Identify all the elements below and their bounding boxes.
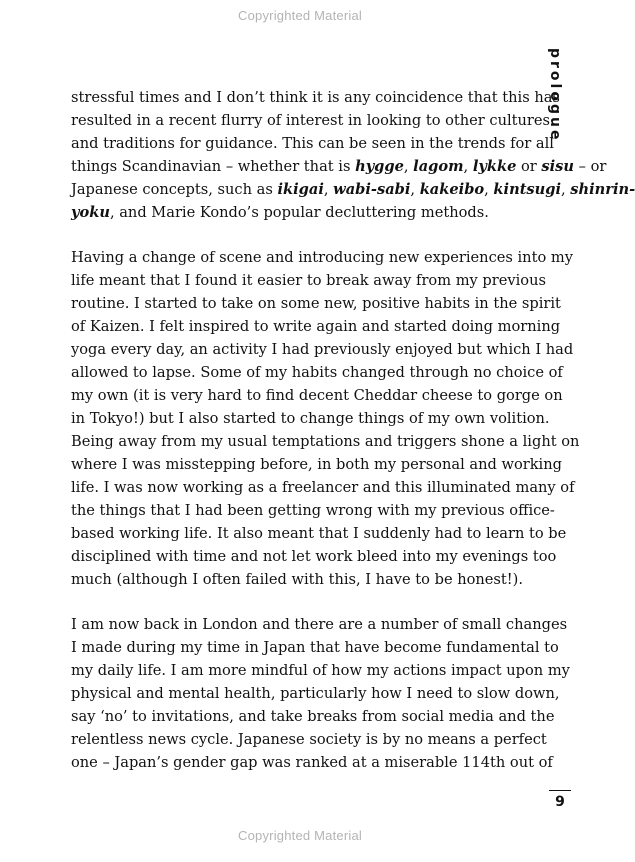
text-line: relentless news cycle. Japanese society is by no means a perfect [71,731,547,748]
paragraph [71,613,570,774]
text-line: my own (it is very hard to find decent Cheddar cheese to gorge on [71,387,563,404]
text-line: I am now back in London and there are a number of small changes [71,616,568,633]
text-line: one – Japan’s gender gap was ranked at a miserable 114th out of [71,754,553,771]
text-line: Japanese concepts, such as ikigai, wabi-sabi, kakeibo, kintsugi, shinrin- [71,181,635,198]
text-line: life meant that I found it easier to break away from my previous [71,272,546,289]
text-line: allowed to lapse. Some of my habits changed through no choice of [71,364,563,381]
text-line: yoku, and Marie Kondo’s popular decluttering methods. [71,204,489,221]
text-line: of Kaizen. I felt inspired to write again and started doing morning [71,318,561,335]
text-line: say ‘no’ to invitations, and take breaks from social media and the [71,708,555,725]
paragraph [71,246,580,591]
watermark-bottom: Copyrighted Material [238,828,362,843]
text-line: my daily life. I am more mindful of how my actions impact upon my [71,662,570,679]
text-line: stressful times and I don’t think it is any coincidence that this has [71,89,560,106]
text-line: and traditions for guidance. This can be seen in the trends for all [71,135,554,152]
text-line: resulted in a recent flurry of interest in looking to other cultures [71,112,551,129]
text-line: life. I was now working as a freelancer and this illuminated many of [71,479,575,496]
text-line: the things that I had been getting wrong with my previous office- [71,502,555,519]
text-line: I made during my time in Japan that have become fundamental to [71,639,559,656]
text-line: based working life. It also meant that I suddenly had to learn to be [71,525,567,542]
folio-rule [549,790,571,791]
page-number: 9 [555,794,565,810]
running-head: prologue [547,48,563,143]
text-line: routine. I started to take on some new, positive habits in the spirit [71,295,561,312]
text-line: in Tokyo!) but I also started to change things of my own volition. [71,410,550,427]
text-line: disciplined with time and not let work bleed into my evenings too [71,548,557,565]
text-line: where I was misstepping before, in both my personal and working [71,456,562,473]
text-line: Being away from my usual temptations and triggers shone a light on [71,433,580,450]
watermark-top: Copyrighted Material [238,8,362,23]
text-line: physical and mental health, particularly how I need to slow down, [71,685,560,702]
text-line: much (although I often failed with this, I have to be honest!). [71,571,523,588]
text-line: Having a change of scene and introducing new experiences into my [71,249,573,266]
text-line: things Scandinavian – whether that is hygge, lagom, lykke or sisu – or [71,158,607,175]
text-line: yoga every day, an activity I had previously enjoyed but which I had [71,341,574,358]
